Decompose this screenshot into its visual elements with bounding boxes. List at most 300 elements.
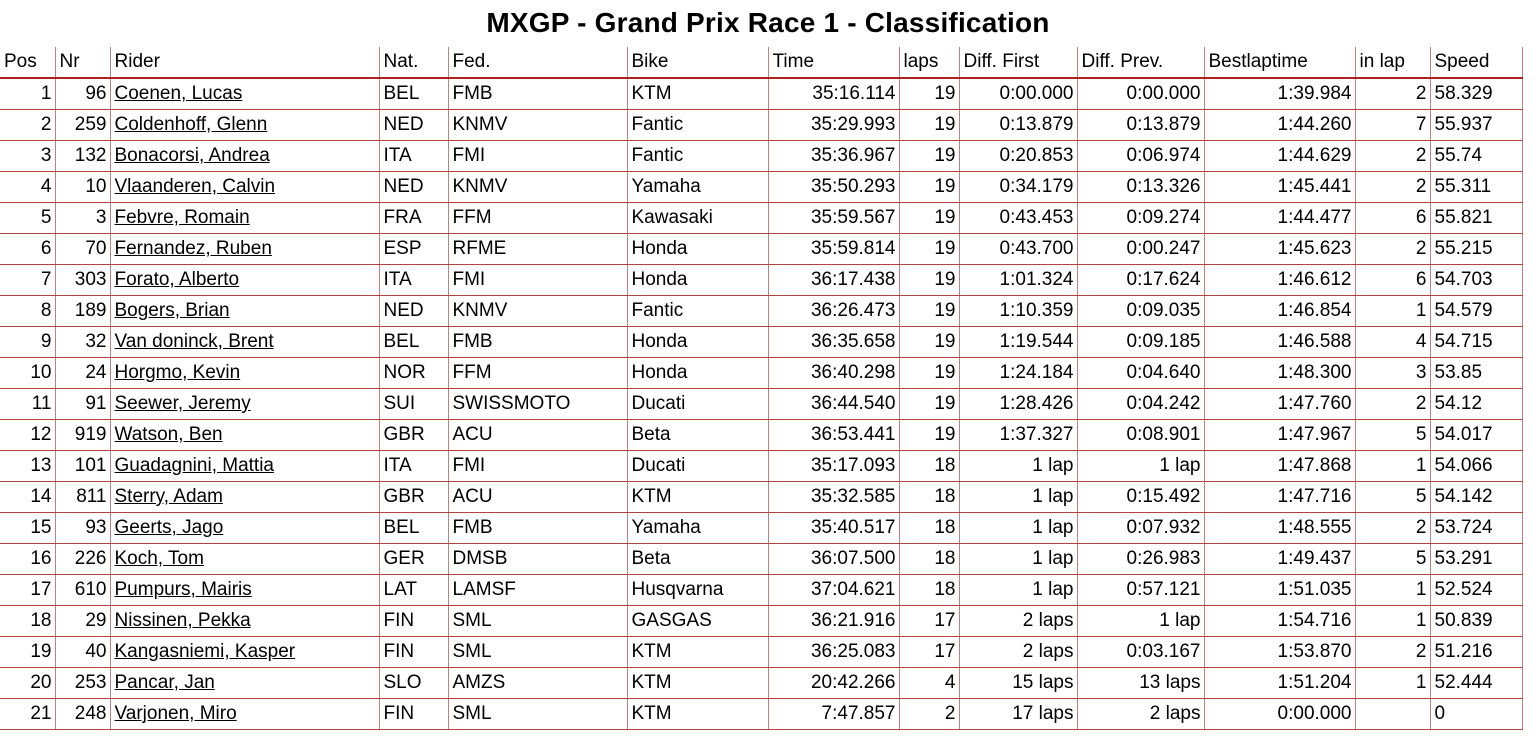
cell-nat: BEL — [379, 513, 448, 544]
cell-diff-first: 1:37.327 — [959, 420, 1077, 451]
cell-fed: SML — [448, 606, 627, 637]
cell-nat: FIN — [379, 699, 448, 730]
cell-speed: 55.937 — [1430, 110, 1522, 141]
cell-bike: Ducati — [627, 389, 768, 420]
cell-rider — [110, 513, 379, 544]
cell-in-lap: 2 — [1355, 234, 1430, 265]
column-header-rider: Rider — [110, 47, 379, 78]
cell-bestlaptime: 1:48.555 — [1204, 513, 1355, 544]
cell-bestlaptime: 1:46.588 — [1204, 327, 1355, 358]
rider-link[interactable]: Nissinen, Pekka — [114, 610, 251, 631]
cell-in-lap: 2 — [1355, 389, 1430, 420]
cell-bike: Yamaha — [627, 172, 768, 203]
cell-diff-prev: 0:08.901 — [1077, 420, 1204, 451]
cell-bike: Fantic — [627, 141, 768, 172]
cell-rider — [110, 234, 379, 265]
rider-link[interactable]: Guadagnini, Mattia — [114, 455, 274, 476]
cell-time: 36:53.441 — [768, 420, 899, 451]
cell-fed: AMZS — [448, 668, 627, 699]
cell-in-lap: 1 — [1355, 668, 1430, 699]
cell-speed: 55.215 — [1430, 234, 1522, 265]
table-row — [0, 699, 1522, 730]
cell-bike: Ducati — [627, 451, 768, 482]
cell-in-lap: 2 — [1355, 141, 1430, 172]
cell-fed: KNMV — [448, 296, 627, 327]
cell-pos: 16 — [0, 544, 55, 575]
cell-diff-prev: 1 lap — [1077, 606, 1204, 637]
cell-bike: GASGAS — [627, 606, 768, 637]
cell-pos: 7 — [0, 265, 55, 296]
cell-bike: Honda — [627, 358, 768, 389]
cell-fed: LAMSF — [448, 575, 627, 606]
column-header-time: Time — [768, 47, 899, 78]
cell-laps: 4 — [899, 668, 959, 699]
cell-diff-first: 1 lap — [959, 482, 1077, 513]
column-header-laps: laps — [899, 47, 959, 78]
cell-nat: ITA — [379, 265, 448, 296]
cell-laps: 2 — [899, 699, 959, 730]
cell-rider — [110, 389, 379, 420]
cell-nr: 253 — [55, 668, 110, 699]
cell-nr: 101 — [55, 451, 110, 482]
cell-bestlaptime: 1:49.437 — [1204, 544, 1355, 575]
cell-speed: 54.066 — [1430, 451, 1522, 482]
table-row — [0, 451, 1522, 482]
rider-link[interactable]: Van doninck, Brent — [114, 331, 274, 352]
cell-fed: ACU — [448, 482, 627, 513]
cell-fed: SWISSMOTO — [448, 389, 627, 420]
cell-laps: 19 — [899, 265, 959, 296]
cell-pos: 5 — [0, 203, 55, 234]
cell-pos: 3 — [0, 141, 55, 172]
cell-pos: 6 — [0, 234, 55, 265]
cell-rider — [110, 110, 379, 141]
cell-in-lap: 5 — [1355, 482, 1430, 513]
cell-fed: RFME — [448, 234, 627, 265]
cell-speed: 51.216 — [1430, 637, 1522, 668]
cell-time: 36:26.473 — [768, 296, 899, 327]
cell-diff-prev: 0:09.185 — [1077, 327, 1204, 358]
cell-speed: 53.85 — [1430, 358, 1522, 389]
cell-pos: 4 — [0, 172, 55, 203]
table-row — [0, 482, 1522, 513]
cell-diff-prev: 0:06.974 — [1077, 141, 1204, 172]
cell-bestlaptime: 1:46.612 — [1204, 265, 1355, 296]
cell-diff-prev: 0:26.983 — [1077, 544, 1204, 575]
cell-diff-prev: 0:09.035 — [1077, 296, 1204, 327]
cell-nr: 919 — [55, 420, 110, 451]
cell-fed: SML — [448, 699, 627, 730]
cell-pos: 9 — [0, 327, 55, 358]
cell-fed: FMI — [448, 265, 627, 296]
cell-pos: 19 — [0, 637, 55, 668]
rider-link[interactable]: Horgmo, Kevin — [114, 362, 241, 383]
cell-pos: 20 — [0, 668, 55, 699]
cell-bestlaptime: 1:51.204 — [1204, 668, 1355, 699]
table-row — [0, 544, 1522, 575]
cell-nr: 32 — [55, 327, 110, 358]
cell-time: 36:21.916 — [768, 606, 899, 637]
cell-pos: 15 — [0, 513, 55, 544]
cell-diff-first: 1 lap — [959, 451, 1077, 482]
rider-link[interactable]: Coenen, Lucas — [114, 83, 243, 104]
cell-laps: 19 — [899, 234, 959, 265]
cell-rider — [110, 172, 379, 203]
cell-pos: 12 — [0, 420, 55, 451]
rider-link[interactable]: Forato, Alberto — [114, 269, 240, 290]
cell-diff-first: 1:28.426 — [959, 389, 1077, 420]
page-title: MXGP - Grand Prix Race 1 - Classification — [486, 7, 1050, 38]
cell-pos: 13 — [0, 451, 55, 482]
cell-fed: FMB — [448, 327, 627, 358]
table-row — [0, 78, 1522, 110]
cell-bestlaptime: 1:45.441 — [1204, 172, 1355, 203]
cell-diff-first: 1:10.359 — [959, 296, 1077, 327]
cell-bestlaptime: 1:47.868 — [1204, 451, 1355, 482]
cell-in-lap: 2 — [1355, 172, 1430, 203]
cell-diff-first: 1:24.184 — [959, 358, 1077, 389]
table-row — [0, 606, 1522, 637]
rider-link[interactable]: Koch, Tom — [114, 548, 204, 569]
cell-fed: FMI — [448, 141, 627, 172]
cell-speed: 0 — [1430, 699, 1522, 730]
cell-nat: FIN — [379, 606, 448, 637]
cell-in-lap: 5 — [1355, 544, 1430, 575]
cell-speed: 58.329 — [1430, 78, 1522, 110]
column-header-speed: Speed — [1430, 47, 1522, 78]
cell-diff-prev: 0:09.274 — [1077, 203, 1204, 234]
cell-laps: 18 — [899, 575, 959, 606]
cell-rider — [110, 296, 379, 327]
cell-pos: 8 — [0, 296, 55, 327]
cell-in-lap: 2 — [1355, 637, 1430, 668]
cell-bestlaptime: 1:53.870 — [1204, 637, 1355, 668]
cell-diff-prev: 2 laps — [1077, 699, 1204, 730]
cell-diff-first: 0:00.000 — [959, 78, 1077, 110]
cell-bestlaptime: 1:44.629 — [1204, 141, 1355, 172]
cell-time: 36:44.540 — [768, 389, 899, 420]
cell-speed: 53.291 — [1430, 544, 1522, 575]
cell-nr: 259 — [55, 110, 110, 141]
cell-pos: 18 — [0, 606, 55, 637]
cell-rider — [110, 358, 379, 389]
cell-fed: FMB — [448, 513, 627, 544]
cell-bestlaptime: 1:48.300 — [1204, 358, 1355, 389]
cell-bestlaptime: 1:44.260 — [1204, 110, 1355, 141]
cell-bestlaptime: 1:47.716 — [1204, 482, 1355, 513]
cell-rider — [110, 265, 379, 296]
cell-time: 36:07.500 — [768, 544, 899, 575]
cell-diff-first: 1 lap — [959, 544, 1077, 575]
cell-diff-prev: 0:04.640 — [1077, 358, 1204, 389]
rider-link[interactable]: Varjonen, Miro — [114, 703, 237, 724]
cell-diff-first: 1 lap — [959, 575, 1077, 606]
column-header-bike: Bike — [627, 47, 768, 78]
cell-nat: BEL — [379, 327, 448, 358]
cell-laps: 19 — [899, 296, 959, 327]
cell-fed: KNMV — [448, 172, 627, 203]
cell-rider — [110, 575, 379, 606]
cell-laps: 18 — [899, 544, 959, 575]
cell-in-lap: 1 — [1355, 451, 1430, 482]
cell-bestlaptime: 1:47.760 — [1204, 389, 1355, 420]
cell-diff-prev: 1 lap — [1077, 451, 1204, 482]
cell-pos: 14 — [0, 482, 55, 513]
cell-bike: Beta — [627, 420, 768, 451]
cell-diff-first: 17 laps — [959, 699, 1077, 730]
cell-in-lap: 7 — [1355, 110, 1430, 141]
table-row — [0, 296, 1522, 327]
rider-link[interactable]: Febvre, Romain — [114, 207, 250, 228]
cell-bestlaptime: 1:46.854 — [1204, 296, 1355, 327]
cell-nat: GER — [379, 544, 448, 575]
classification-table — [0, 47, 1523, 730]
cell-nr: 96 — [55, 78, 110, 110]
cell-in-lap: 2 — [1355, 78, 1430, 110]
cell-diff-first: 1 lap — [959, 513, 1077, 544]
cell-time: 36:40.298 — [768, 358, 899, 389]
cell-in-lap: 2 — [1355, 513, 1430, 544]
cell-nat: GBR — [379, 420, 448, 451]
rider-link[interactable]: Seewer, Jeremy — [114, 393, 251, 414]
cell-speed: 55.821 — [1430, 203, 1522, 234]
cell-in-lap: 1 — [1355, 606, 1430, 637]
cell-laps: 17 — [899, 606, 959, 637]
cell-diff-first: 0:34.179 — [959, 172, 1077, 203]
column-header-in-lap: in lap — [1355, 47, 1430, 78]
cell-nat: FRA — [379, 203, 448, 234]
cell-speed: 54.017 — [1430, 420, 1522, 451]
rider-link[interactable]: Coldenhoff, Glenn — [114, 114, 268, 135]
cell-bike: KTM — [627, 78, 768, 110]
table-row — [0, 420, 1522, 451]
column-header-nr: Nr — [55, 47, 110, 78]
cell-fed: DMSB — [448, 544, 627, 575]
table-row — [0, 389, 1522, 420]
cell-nat: LAT — [379, 575, 448, 606]
cell-diff-prev: 13 laps — [1077, 668, 1204, 699]
rider-link[interactable]: Vlaanderen, Calvin — [114, 176, 276, 197]
cell-rider — [110, 637, 379, 668]
cell-diff-prev: 0:13.326 — [1077, 172, 1204, 203]
cell-fed: FMI — [448, 451, 627, 482]
cell-rider — [110, 327, 379, 358]
table-row — [0, 637, 1522, 668]
cell-diff-prev: 0:00.247 — [1077, 234, 1204, 265]
table-body — [0, 78, 1522, 730]
rider-link[interactable]: Kangasniemi, Kasper — [114, 641, 296, 662]
table-row — [0, 668, 1522, 699]
cell-pos: 21 — [0, 699, 55, 730]
cell-rider — [110, 482, 379, 513]
cell-time: 35:29.993 — [768, 110, 899, 141]
cell-bike: KTM — [627, 637, 768, 668]
cell-bike: KTM — [627, 668, 768, 699]
cell-nr: 303 — [55, 265, 110, 296]
cell-diff-prev: 0:15.492 — [1077, 482, 1204, 513]
cell-bike: KTM — [627, 482, 768, 513]
cell-in-lap: 6 — [1355, 265, 1430, 296]
cell-fed: ACU — [448, 420, 627, 451]
cell-speed: 54.715 — [1430, 327, 1522, 358]
cell-bike: Fantic — [627, 296, 768, 327]
cell-laps: 19 — [899, 141, 959, 172]
cell-diff-prev: 0:04.242 — [1077, 389, 1204, 420]
cell-fed: FFM — [448, 358, 627, 389]
table-row — [0, 358, 1522, 389]
cell-speed: 54.142 — [1430, 482, 1522, 513]
table-row — [0, 203, 1522, 234]
cell-rider — [110, 606, 379, 637]
cell-bike: Honda — [627, 327, 768, 358]
rider-link[interactable]: Sterry, Adam — [114, 486, 223, 507]
cell-nat: NED — [379, 296, 448, 327]
cell-nr: 91 — [55, 389, 110, 420]
cell-fed: SML — [448, 637, 627, 668]
cell-bike: Yamaha — [627, 513, 768, 544]
table-row — [0, 513, 1522, 544]
cell-pos: 10 — [0, 358, 55, 389]
table-row — [0, 172, 1522, 203]
cell-laps: 17 — [899, 637, 959, 668]
cell-laps: 18 — [899, 513, 959, 544]
cell-laps: 19 — [899, 420, 959, 451]
cell-diff-first: 1:19.544 — [959, 327, 1077, 358]
column-header-pos: Pos — [0, 47, 55, 78]
cell-bike: Honda — [627, 265, 768, 296]
cell-speed: 52.524 — [1430, 575, 1522, 606]
cell-diff-prev: 0:07.932 — [1077, 513, 1204, 544]
cell-in-lap: 1 — [1355, 575, 1430, 606]
table-row — [0, 265, 1522, 296]
rider-link[interactable]: Geerts, Jago — [114, 517, 224, 538]
column-header-bestlaptime: Bestlaptime — [1204, 47, 1355, 78]
cell-time: 35:59.567 — [768, 203, 899, 234]
cell-diff-first: 0:13.879 — [959, 110, 1077, 141]
column-header-fed: Fed. — [448, 47, 627, 78]
cell-time: 35:59.814 — [768, 234, 899, 265]
cell-nat: NED — [379, 172, 448, 203]
cell-speed: 54.703 — [1430, 265, 1522, 296]
cell-bestlaptime: 1:47.967 — [1204, 420, 1355, 451]
table-row — [0, 141, 1522, 172]
cell-nr: 226 — [55, 544, 110, 575]
cell-in-lap: 6 — [1355, 203, 1430, 234]
cell-bike: Husqvarna — [627, 575, 768, 606]
cell-bestlaptime: 1:54.716 — [1204, 606, 1355, 637]
cell-fed: KNMV — [448, 110, 627, 141]
cell-laps: 19 — [899, 389, 959, 420]
cell-bestlaptime: 1:39.984 — [1204, 78, 1355, 110]
cell-pos: 11 — [0, 389, 55, 420]
cell-laps: 19 — [899, 172, 959, 203]
table-row — [0, 110, 1522, 141]
column-header-nat: Nat. — [379, 47, 448, 78]
cell-nat: ESP — [379, 234, 448, 265]
cell-diff-prev: 0:03.167 — [1077, 637, 1204, 668]
column-header-diff-first: Diff. First — [959, 47, 1077, 78]
cell-time: 35:32.585 — [768, 482, 899, 513]
cell-diff-first: 1:01.324 — [959, 265, 1077, 296]
cell-nr: 610 — [55, 575, 110, 606]
cell-speed: 55.74 — [1430, 141, 1522, 172]
rider-link[interactable]: Fernandez, Ruben — [114, 238, 272, 259]
cell-time: 36:25.083 — [768, 637, 899, 668]
cell-diff-first: 0:20.853 — [959, 141, 1077, 172]
cell-time: 35:17.093 — [768, 451, 899, 482]
rider-link[interactable]: Watson, Ben — [114, 424, 223, 445]
cell-bestlaptime: 0:00.000 — [1204, 699, 1355, 730]
rider-link[interactable]: Pancar, Jan — [114, 672, 215, 693]
cell-bestlaptime: 1:45.623 — [1204, 234, 1355, 265]
cell-fed: FFM — [448, 203, 627, 234]
cell-speed: 54.579 — [1430, 296, 1522, 327]
column-header-diff-prev: Diff. Prev. — [1077, 47, 1204, 78]
cell-rider — [110, 668, 379, 699]
cell-bestlaptime: 1:44.477 — [1204, 203, 1355, 234]
table-header-row — [0, 47, 1522, 78]
cell-nat: ITA — [379, 451, 448, 482]
cell-nr: 811 — [55, 482, 110, 513]
cell-time: 7:47.857 — [768, 699, 899, 730]
cell-laps: 19 — [899, 110, 959, 141]
cell-nr: 10 — [55, 172, 110, 203]
cell-nr: 24 — [55, 358, 110, 389]
cell-speed: 50.839 — [1430, 606, 1522, 637]
rider-link[interactable]: Pumpurs, Mairis — [114, 579, 252, 600]
cell-laps: 18 — [899, 482, 959, 513]
cell-rider — [110, 78, 379, 110]
cell-fed: FMB — [448, 78, 627, 110]
cell-speed: 53.724 — [1430, 513, 1522, 544]
cell-nat: FIN — [379, 637, 448, 668]
cell-rider — [110, 420, 379, 451]
cell-rider — [110, 544, 379, 575]
cell-time: 35:36.967 — [768, 141, 899, 172]
cell-diff-first: 2 laps — [959, 637, 1077, 668]
cell-in-lap: 4 — [1355, 327, 1430, 358]
cell-bike: Kawasaki — [627, 203, 768, 234]
cell-speed: 54.12 — [1430, 389, 1522, 420]
cell-time: 36:35.658 — [768, 327, 899, 358]
cell-time: 35:40.517 — [768, 513, 899, 544]
cell-nat: BEL — [379, 78, 448, 110]
cell-in-lap — [1355, 699, 1430, 730]
cell-in-lap: 5 — [1355, 420, 1430, 451]
cell-pos: 1 — [0, 78, 55, 110]
cell-diff-prev: 0:17.624 — [1077, 265, 1204, 296]
cell-nat: ITA — [379, 141, 448, 172]
cell-laps: 18 — [899, 451, 959, 482]
cell-nr: 29 — [55, 606, 110, 637]
cell-pos: 17 — [0, 575, 55, 606]
cell-nat: SLO — [379, 668, 448, 699]
cell-bike: KTM — [627, 699, 768, 730]
cell-laps: 19 — [899, 203, 959, 234]
rider-link[interactable]: Bogers, Brian — [114, 300, 230, 321]
cell-in-lap: 1 — [1355, 296, 1430, 327]
rider-link[interactable]: Bonacorsi, Andrea — [114, 145, 270, 166]
cell-nr: 93 — [55, 513, 110, 544]
table-row — [0, 327, 1522, 358]
cell-speed: 55.311 — [1430, 172, 1522, 203]
cell-diff-prev: 0:57.121 — [1077, 575, 1204, 606]
cell-time: 35:50.293 — [768, 172, 899, 203]
cell-rider — [110, 203, 379, 234]
cell-laps: 19 — [899, 327, 959, 358]
table-row — [0, 234, 1522, 265]
cell-nat: SUI — [379, 389, 448, 420]
